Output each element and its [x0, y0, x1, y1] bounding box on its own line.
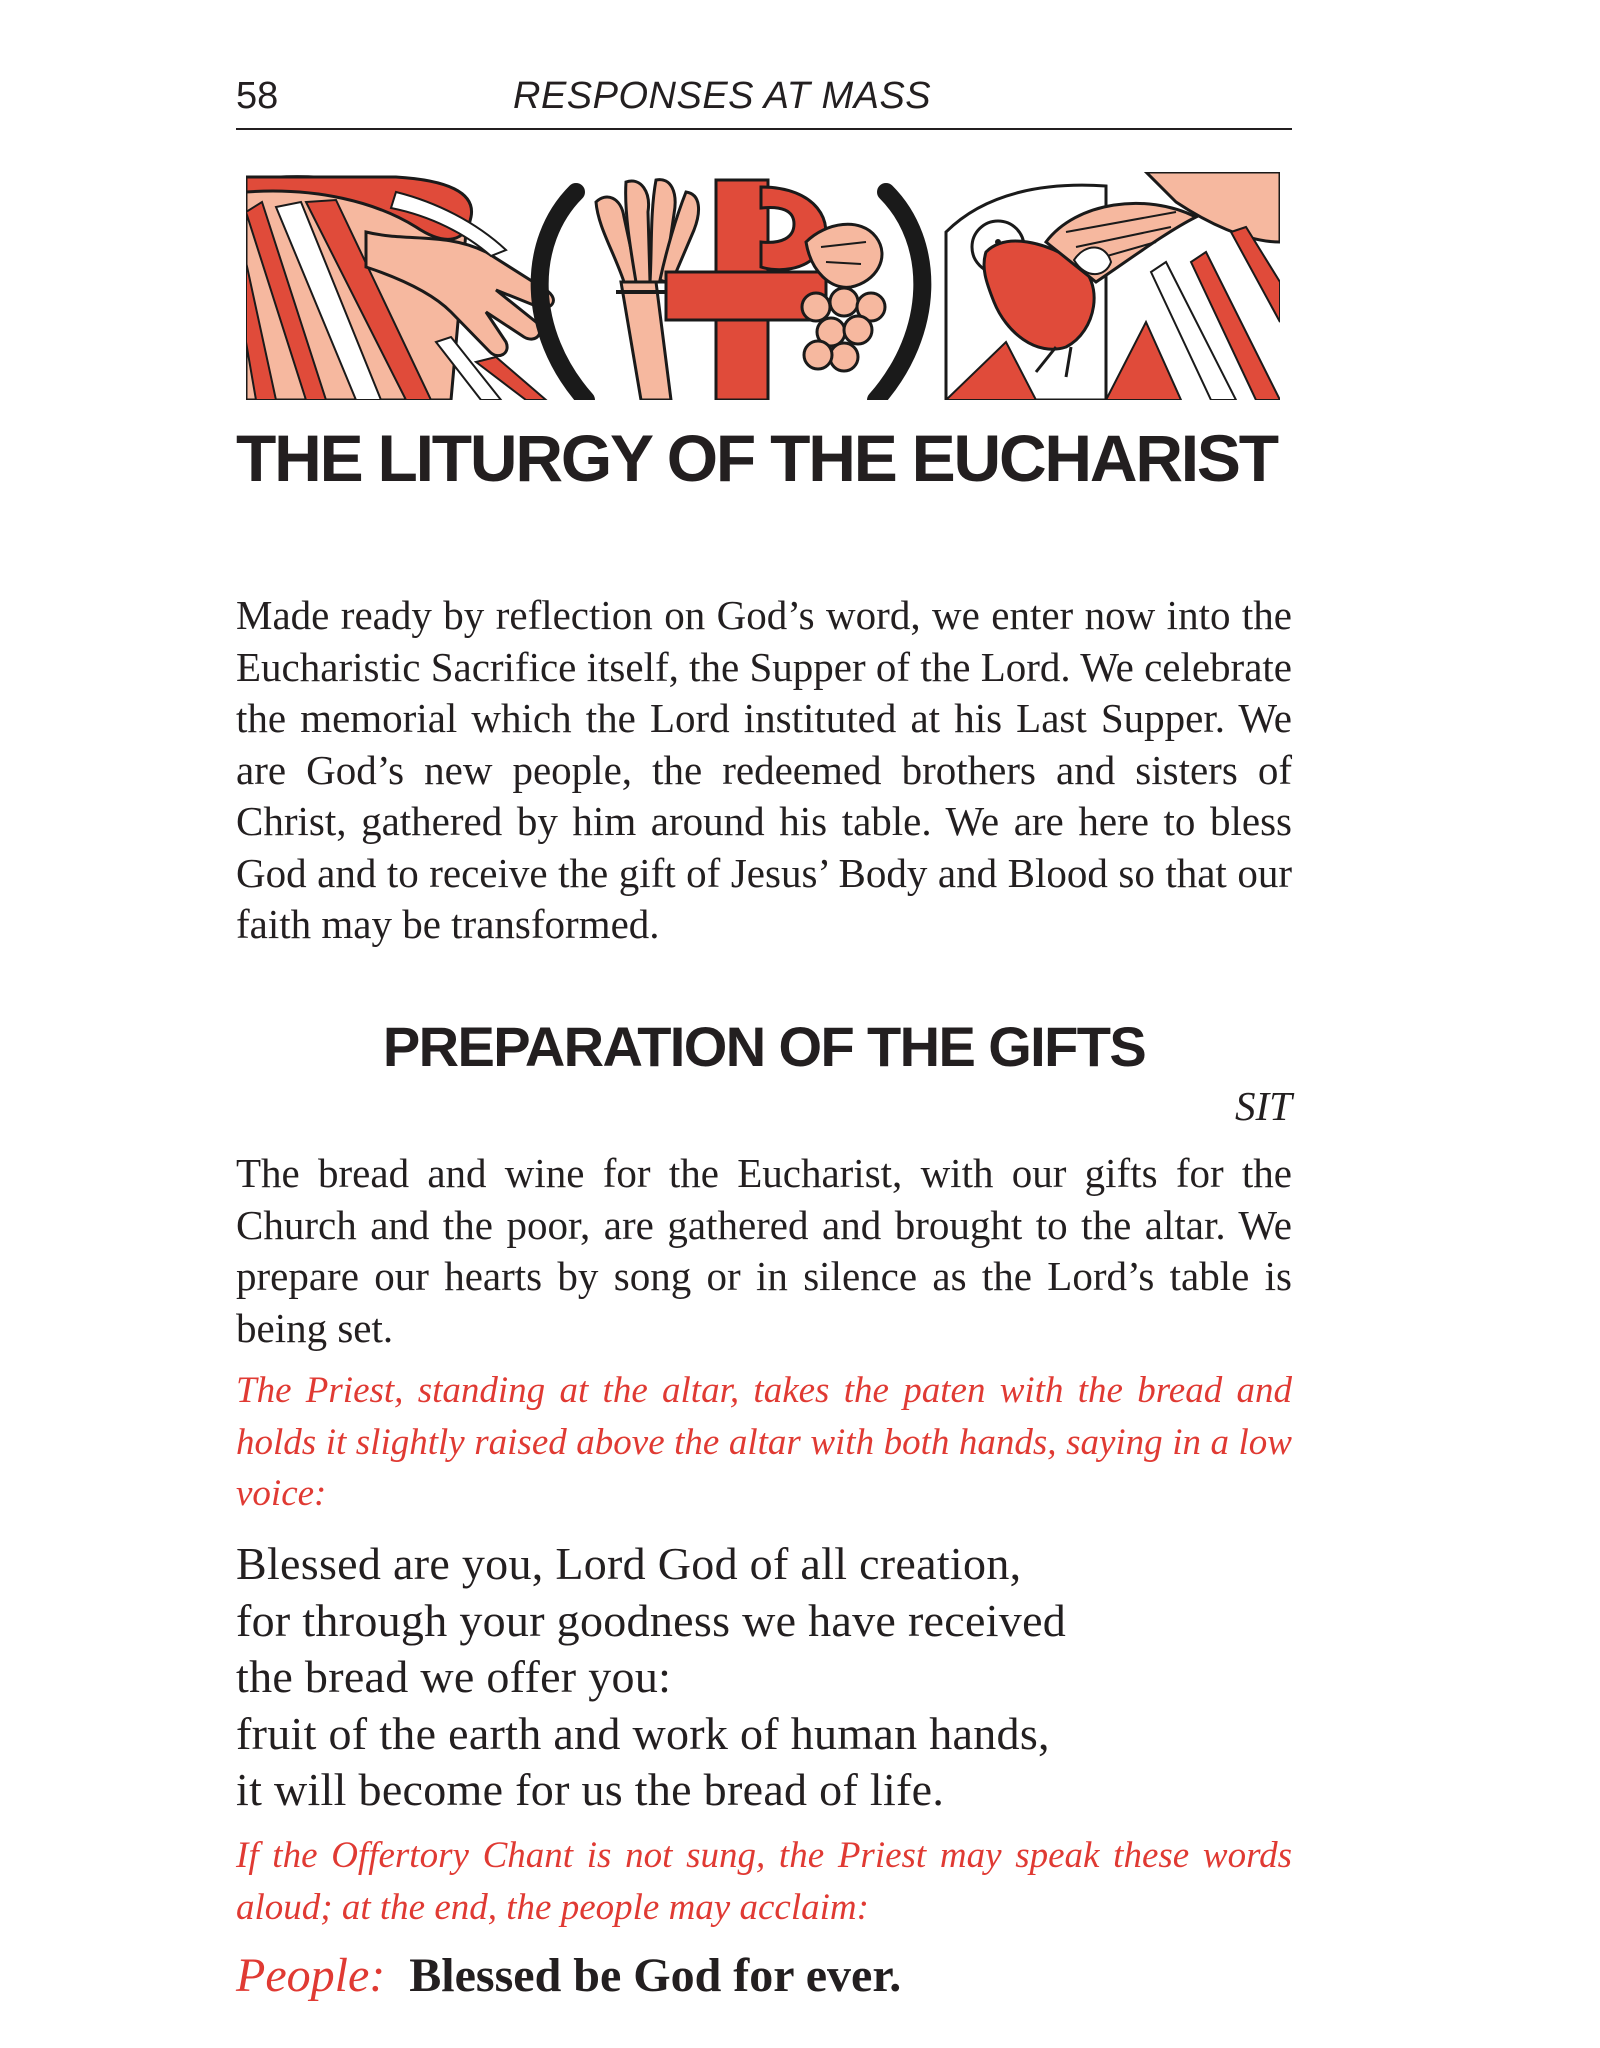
subsection-body: The bread and wine for the Eucharist, with our gifts for the Church and the poor, are gathered and brought to the altar. We prepare our hearts by song or in silence as the Lord’s table is being set.: [236, 1150, 1292, 1351]
prayer-line: the bread we offer you:: [236, 1651, 672, 1702]
dove-icon: [946, 172, 1280, 400]
page: [236, 70, 1292, 2002]
posture-instruction: SIT: [1235, 1083, 1292, 1129]
response-text: Blessed be God for ever.: [409, 1949, 902, 2002]
section-title: THE LITURGY OF THE EUCHARIST: [236, 421, 1277, 495]
grapes-icon: [802, 288, 885, 371]
prayer-line: Blessed are you, Lord God of all creation,: [236, 1538, 1022, 1589]
section-intro: Made ready by reflection on God’s word, we enter now into the Eucharistic Sacrifice itself, the Supper of the Lord. We celebrate the memorial which the Lord instituted at his Last Supper. We are God’s new people, the redeemed brothers and sisters of Christ, gathered by him around his table. We are here to bless God and to receive the gift of Jesus’ Body and Blood so that our faith may be transformed.: [236, 592, 1292, 947]
eucharist-banner-illustration: [246, 172, 1280, 400]
response-speaker: People:: [236, 1949, 386, 2002]
running-title: RESPONSES AT MASS: [513, 75, 932, 117]
page-number: 58: [236, 75, 279, 117]
prayer-line: it will become for us the bread of life.: [236, 1764, 945, 1815]
hand-icon: [246, 177, 553, 400]
rubric-priest-takes-paten: The Priest, standing at the altar, takes the paten with the bread and holds it slightly raised above the altar with both hands, saying in a low voice:: [236, 1370, 1292, 1514]
running-head: [236, 70, 1292, 130]
subsection-title: PREPARATION OF THE GIFTS: [382, 1015, 1146, 1078]
prayer-line: for through your goodness we have received: [236, 1594, 1067, 1646]
offertory-prayer: [236, 1536, 1292, 1819]
prayer-line: fruit of the earth and work of human hands,: [236, 1707, 1050, 1759]
rubric-offertory-chant: If the Offertory Chant is not sung, the Priest may speak these words aloud; at the end, the people may acclaim:: [236, 1835, 1292, 1928]
people-response: [236, 1946, 1292, 2006]
